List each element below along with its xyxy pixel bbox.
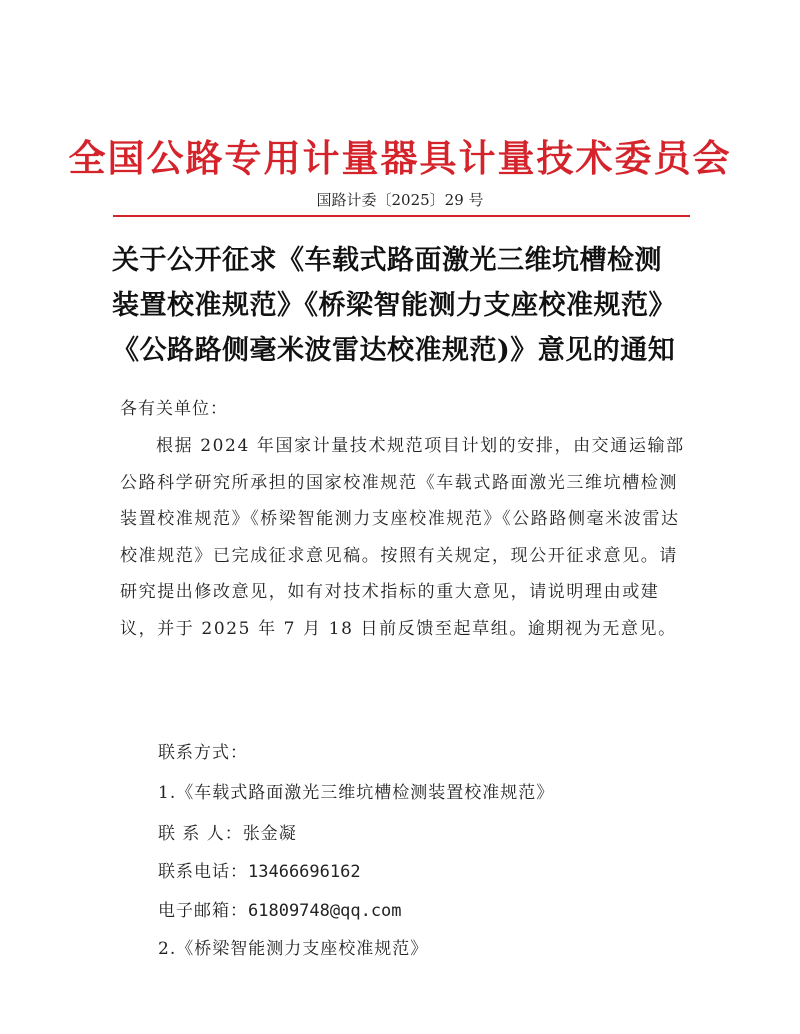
contact-email-value[interactable]: 61809748@qq.com	[248, 901, 402, 921]
contact-item-2-title: 2.《桥梁智能测力支座校准规范》	[158, 939, 429, 959]
notice-title	[112, 238, 702, 373]
body-paragraph: 根据 2024 年国家计量技术规范项目计划的安排，由交通运输部公路科学研究所承担的国家校准规范《车载式路面激光三维坑槽检测装置校准规范》《桥梁智能测力支座校准规范》《公路路侧毫米波雷达校准规范》已完成征求意见稿。按照有关规定，现公开征求意见。请研究提出修改意见，如有对技术指标的重大意见，请说明理由或建议，并于 2025 年 7 月 18 日前反馈至起草组。逾期视为无意见。	[120, 436, 685, 639]
contact-email-label: 电子邮箱：	[158, 901, 248, 921]
contact-person-label: 联 系 人：	[158, 824, 243, 844]
salutation: 各有关单位：	[120, 399, 228, 419]
doc-number: 国路计委〔2025〕29 号	[316, 191, 484, 209]
notice-title-line-1: 关于公开征求《车载式路面激光三维坑槽检测	[112, 245, 662, 276]
contact-heading: 联系方式：	[158, 743, 248, 763]
contact-phone-label: 联系电话：	[158, 862, 248, 882]
contact-email-row	[158, 896, 402, 921]
notice-title-line-2: 装置校准规范》《桥梁智能测力支座校准规范》	[112, 290, 676, 321]
red-divider	[113, 215, 690, 217]
contact-phone-value: 13466696162	[248, 862, 361, 882]
notice-title-line-3: 《公路路侧毫米波雷达校准规范)》意见的通知	[112, 335, 676, 366]
contact-person-row	[158, 819, 297, 844]
contact-person-name: 张金凝	[242, 824, 297, 844]
contact-item-1-title: 1.《车载式路面激光三维坑槽检测装置校准规范》	[158, 783, 555, 803]
org-title: 全国公路专用计量器具计量技术委员会	[68, 136, 732, 180]
contact-phone-row	[158, 857, 361, 882]
